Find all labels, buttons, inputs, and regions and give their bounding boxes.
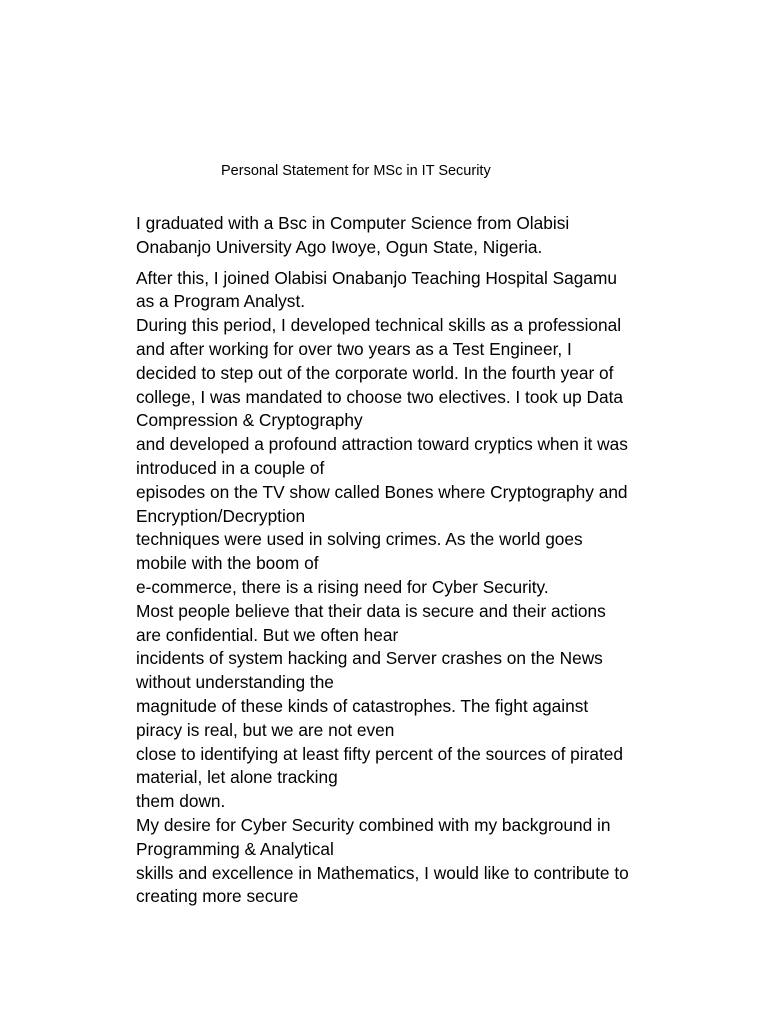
text-line: magnitude of these kinds of catastrophes. The fight against <box>136 695 589 716</box>
text-line: without understanding the <box>136 672 334 693</box>
text-line: college, I was mandated to choose two electives. I took up Data <box>136 386 624 407</box>
text-line: close to identifying at least fifty percent of the sources of pirated <box>136 743 624 764</box>
text-line: skills and excellence in Mathematics, I would like to contribute to <box>136 862 629 883</box>
paragraph-experience <box>136 267 736 910</box>
text-line: mobile with the boom of <box>136 553 319 574</box>
text-line: After this, I joined Olabisi Onabanjo Teaching Hospital Sagamu <box>136 267 617 288</box>
text-line: During this period, I developed technical skills as a professional <box>136 315 622 336</box>
text-line: introduced in a couple of <box>136 457 325 478</box>
text-line: Encryption/Decryption <box>136 505 306 526</box>
text-line: Compression & Cryptography <box>136 410 363 431</box>
text-line: My desire for Cyber Security combined with my background in <box>136 814 611 835</box>
text-line: and after working for over two years as a Test Engineer, I <box>136 338 572 359</box>
text-line: creating more secure <box>136 886 299 907</box>
paragraph-education <box>136 212 736 260</box>
text-line: and developed a profound attraction toward cryptics when it was <box>136 434 628 455</box>
text-line: incidents of system hacking and Server crashes on the News <box>136 648 603 669</box>
text-line: them down. <box>136 791 226 812</box>
text-line: Most people believe that their data is secure and their actions <box>136 600 606 621</box>
text-line: I graduated with a Bsc in Computer Science from Olabisi <box>136 213 570 233</box>
document-title: Personal Statement for MSc in IT Security <box>221 163 491 179</box>
text-line: episodes on the TV show called Bones where Cryptography and <box>136 481 628 502</box>
text-line: piracy is real, but we are not even <box>136 719 395 740</box>
text-line: techniques were used in solving crimes. As the world goes <box>136 529 583 550</box>
text-line: are confidential. But we often hear <box>136 624 399 645</box>
text-line: material, let alone tracking <box>136 767 338 788</box>
text-line: e-commerce, there is a rising need for Cyber Security. <box>136 576 549 597</box>
text-line: decided to step out of the corporate world. In the fourth year of <box>136 362 614 383</box>
text-line: Onabanjo University Ago Iwoye, Ogun State, Nigeria. <box>136 236 543 257</box>
document-body <box>136 212 736 909</box>
text-line: as a Program Analyst. <box>136 291 306 312</box>
text-line: Programming & Analytical <box>136 838 334 859</box>
